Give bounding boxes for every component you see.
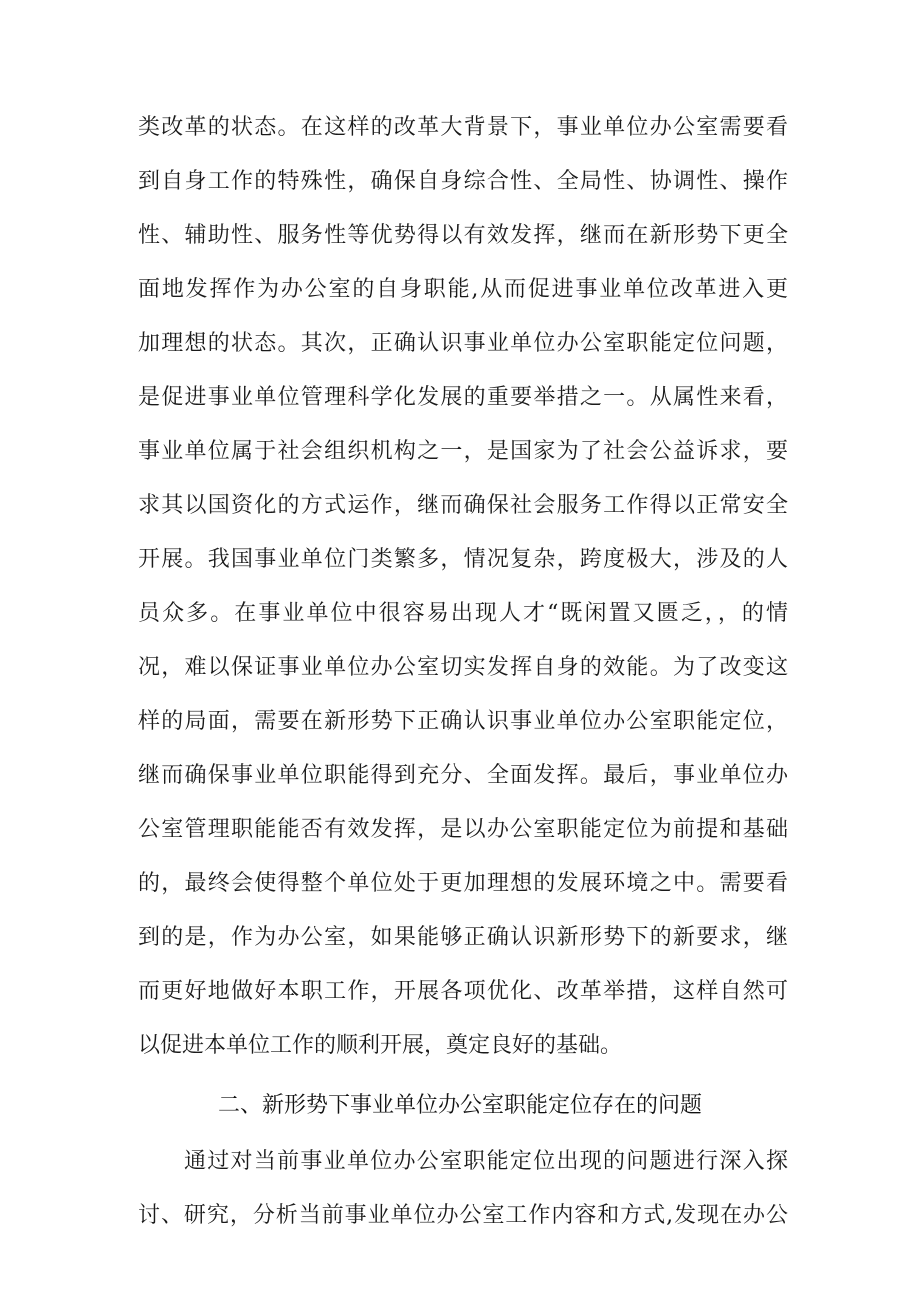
paragraph-line-8: 求其以国资化的方式运作，继而确保社会服务工作得以正常安全 [138,493,788,518]
paragraph-line-9: 开展。我国事业单位门类繁多，情况复杂，跨度极大，涉及的人 [138,547,788,572]
paragraph-line-1: 类改革的状态。在这样的改革大背景下，事业单位办公室需要看 [138,115,788,140]
paragraph-line-17: 而更好地做好本职工作，开展各项优化、改革举措，这样自然可 [138,979,788,1004]
paragraph-line-2: 到自身工作的特殊性，确保自身综合性、全局性、协调性、操作 [138,169,788,194]
paragraph-line-6: 是促进事业单位管理科学化发展的重要举措之一。从属性来看， [138,385,788,410]
paragraph-line-10: 员众多。在事业单位中很容易出现人才“既闲置又匮乏，，的情 [138,601,788,626]
section2-line-1: 通过对当前事业单位办公室职能定位出现的问题进行深入探 [184,1149,788,1174]
paragraph-line-13: 继而确保事业单位职能得到充分、全面发挥。最后，事业单位办 [138,763,788,788]
paragraph-line-12: 样的局面，需要在新形势下正确认识事业单位办公室职能定位， [138,709,788,734]
paragraph-line-3: 性、辅助性、服务性等优势得以有效发挥，继而在新形势下更全 [138,223,788,248]
paragraph-line-18: 以促进本单位工作的顺利开展，奠定良好的基础。 [138,1033,623,1058]
paragraph-line-7: 事业单位属于社会组织机构之一，是国家为了社会公益诉求，要 [138,439,788,464]
paragraph-line-14: 公室管理职能能否有效发挥，是以办公室职能定位为前提和基础 [138,817,788,842]
paragraph-line-4: 面地发挥作为办公室的自身职能,从而促进事业单位改革进入更 [138,277,788,302]
section2-line-2: 讨、研究，分析当前事业单位办公室工作内容和方式,发现在办公 [138,1203,788,1228]
paragraph-line-11: 况，难以保证事业单位办公室切实发挥自身的效能。为了改变这 [138,655,788,680]
paragraph-line-16: 到的是，作为办公室，如果能够正确认识新形势下的新要求，继 [138,925,788,950]
paragraph-line-5: 加理想的状态。其次，正确认识事业单位办公室职能定位问题， [138,331,788,356]
section-heading: 二、新形势下事业单位办公室职能定位存在的问题 [217,1093,702,1118]
paragraph-line-15: 的，最终会使得整个单位处于更加理想的发展环境之中。需要看 [138,871,788,896]
